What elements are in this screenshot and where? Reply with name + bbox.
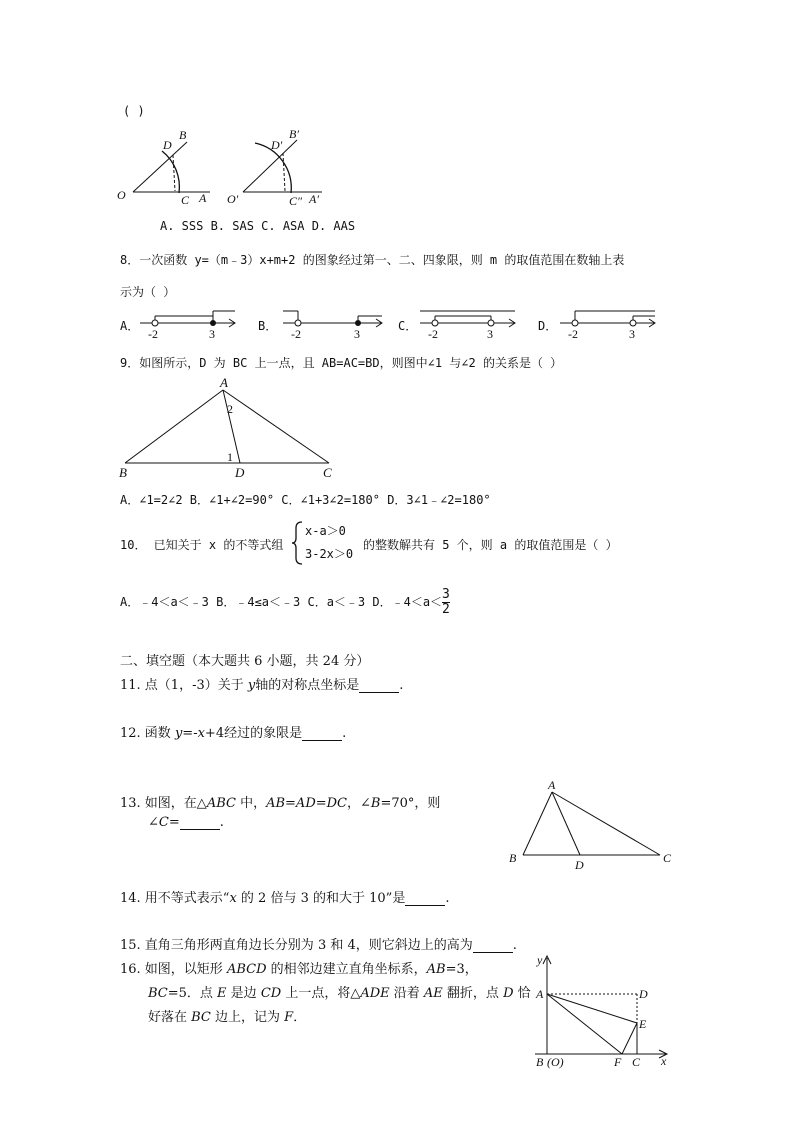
- q13-l2post: =: [168, 815, 180, 830]
- q13-b: B: [370, 796, 381, 811]
- q8-a-tick-3: 3: [209, 327, 215, 341]
- q16-ade: ADE: [360, 986, 390, 1001]
- q16-line3: [148, 1006, 306, 1025]
- q16-abcd: ABCD: [226, 962, 267, 977]
- q7-f2-O: O′: [227, 192, 239, 206]
- q13-blank[interactable]: [180, 817, 220, 830]
- q12-num: 4: [215, 726, 225, 741]
- q7-f1-D: D: [163, 138, 172, 152]
- q9-angle-2: 2: [227, 402, 233, 416]
- q16-l1pre: 16. 如图，以矩形: [120, 962, 227, 977]
- q13-mid: 中，: [235, 796, 267, 811]
- q10-frac-num: 3: [442, 587, 450, 602]
- q15-blank[interactable]: [473, 940, 513, 953]
- q8-stem-line2: 示为（ ）: [120, 285, 176, 299]
- q13-label-D: D: [575, 858, 584, 872]
- q8-stem-line1: 8．一次函数 y=（m﹣3）x+m+2 的图象经过第一、二、四象限，则 m 的取值范围在数轴上表: [120, 253, 625, 267]
- q14-post: 的 2 倍与 3 的和大于 10”是: [236, 891, 406, 906]
- q9-options: A．∠1=2∠2 B．∠1+∠2=90° C．∠1+3∠2=180° D．3∠1﹣∠2=180°: [120, 493, 491, 507]
- q13-c: C: [158, 815, 169, 830]
- q7-f1-O: O: [117, 188, 126, 202]
- q7-figure-1: [115, 125, 215, 205]
- q16-ab: AB: [426, 962, 446, 977]
- q16-e: E: [217, 986, 227, 1001]
- q13-pre: 13. 如图，在△: [120, 796, 207, 811]
- q16-label-F: F: [614, 1055, 622, 1069]
- q10-options-text: A．﹣4＜a＜﹣3 B．﹣4≤a＜﹣3 C．a＜﹣3 D．﹣4＜a＜: [120, 595, 443, 609]
- q16-l2g: 恰: [513, 986, 531, 1001]
- q10-fraction: [442, 588, 450, 617]
- q7-f1-B: B: [179, 128, 187, 142]
- q16-label-E: E: [639, 1017, 647, 1031]
- q16-label-A: A: [536, 987, 544, 1001]
- q14-x: x: [229, 891, 237, 906]
- q11-post: 轴的对称点坐标是: [255, 678, 360, 693]
- q8-a-tick-m2: -2: [148, 327, 158, 341]
- section-2-heading: 二、填空题（本大题共 6 小题，共 24 分）: [120, 654, 370, 669]
- q8-option-b-label: B．: [258, 319, 278, 333]
- q10-inequality-1: x-a＞0: [305, 524, 346, 538]
- q7-options: A. SSS B. SAS C. ASA D. AAS: [160, 219, 356, 233]
- q16-line1: [120, 958, 478, 977]
- q9-figure: [115, 375, 345, 485]
- q13-line1: [120, 792, 440, 811]
- q8-c-tick-3: 3: [487, 327, 493, 341]
- q9-label-B: B: [119, 465, 127, 480]
- q11-end: .: [399, 678, 404, 693]
- q12: [120, 722, 346, 741]
- q12-end: .: [342, 726, 347, 741]
- q8-b-tick-3: 3: [354, 327, 360, 341]
- q8-number-line-d: [555, 306, 665, 342]
- q7-f2-A: A′: [309, 192, 319, 206]
- q10-stem-post: 的整数解共有 5 个，则 a 的取值范围是（ ）: [363, 538, 618, 552]
- q11: [120, 674, 403, 693]
- q8-c-tick-m2: -2: [428, 327, 438, 341]
- q13-comma: ，∠: [347, 796, 371, 811]
- q14: [120, 887, 449, 906]
- q16-l2e: 沿着: [389, 986, 424, 1001]
- q13-eq: AB=AD=DC: [266, 796, 348, 811]
- q14-blank[interactable]: [405, 893, 445, 906]
- q10-frac-den: 2: [442, 602, 450, 617]
- q8-number-line-c: [415, 306, 525, 342]
- q9-label-D: D: [235, 465, 245, 480]
- q16-l2c: 是边: [226, 986, 261, 1001]
- q10-brace: [292, 520, 304, 566]
- q16-l1end: =3，: [445, 962, 478, 977]
- q16-cd: CD: [260, 986, 282, 1001]
- q16-l3c: ．: [293, 1010, 307, 1025]
- q13-end: .: [219, 815, 224, 830]
- q8-d-tick-m2: -2: [568, 327, 578, 341]
- q8-b-tick-m2: -2: [291, 327, 301, 341]
- q8-number-line-b: [278, 306, 388, 342]
- q16-l2a: BC: [148, 986, 168, 1001]
- q16-axis-y: y: [537, 953, 543, 967]
- q12-expr: y=-x+: [174, 726, 216, 741]
- q12-blank[interactable]: [302, 728, 342, 741]
- q15-text: 15. 直角三角形两直角边长分别为 3 和 4，则它斜边上的高为: [120, 938, 473, 953]
- q9-label-C: C: [323, 465, 332, 480]
- q16-l1post: 的相邻边建立直角坐标系，: [266, 962, 427, 977]
- q13-figure: [505, 780, 680, 875]
- q16-label-C: C: [632, 1055, 641, 1069]
- q13-abc: ABC: [206, 796, 236, 811]
- q11-var: y: [247, 678, 256, 693]
- q13-val: =70°，则: [380, 796, 441, 811]
- q7-f1-A: A: [199, 191, 207, 205]
- q14-end: .: [445, 891, 450, 906]
- q16-f: F: [284, 1010, 294, 1025]
- q9-label-A: A: [220, 375, 228, 390]
- q8-option-a-label: A．: [120, 319, 140, 333]
- q16-bc: BC: [191, 1010, 211, 1025]
- q15: [120, 934, 517, 953]
- q16-axis-x: x: [661, 1054, 667, 1068]
- q16-ae: AE: [423, 986, 443, 1001]
- q16-figure: [525, 950, 680, 1070]
- q13-label-C: C: [663, 851, 672, 865]
- q7-f2-D: D′: [271, 138, 283, 152]
- q16-label-D: D: [639, 987, 648, 1001]
- q16-l2b: =5．点: [167, 986, 218, 1001]
- q13-label-A: A: [548, 778, 556, 792]
- q16-label-O: (O): [547, 1055, 564, 1069]
- q16-line2: [148, 982, 531, 1001]
- q7-f2-B: B′: [289, 127, 299, 141]
- q10-inequality-2: 3-2x＞0: [305, 547, 354, 561]
- q8-option-c-label: C．: [398, 319, 418, 333]
- q13-line2: [148, 815, 224, 830]
- q15-end: .: [512, 938, 517, 953]
- q12-pre: 12. 函数: [120, 726, 175, 741]
- q16-label-B: B: [536, 1055, 544, 1069]
- q7-f1-C: C: [181, 193, 190, 207]
- q16-d: D: [503, 986, 514, 1001]
- q16-l2d: 上一点，将△: [281, 986, 361, 1001]
- q11-blank[interactable]: [359, 680, 399, 693]
- q11-pre: 11. 点（1，-3）关于: [120, 678, 248, 693]
- q16-l2f: 翻折，点: [442, 986, 504, 1001]
- q12-post: 经过的象限是: [224, 726, 303, 741]
- q13-label-B: B: [509, 851, 517, 865]
- q9-angle-1: 1: [227, 450, 233, 464]
- q7-f2-C: C″: [289, 194, 303, 208]
- q8-option-d-label: D．: [538, 319, 558, 333]
- q14-pre: 14. 用不等式表示“: [120, 891, 230, 906]
- q7-figure-2: [225, 125, 335, 208]
- q8-number-line-a: [135, 306, 245, 342]
- q16-l3b: 边上，记为: [210, 1010, 285, 1025]
- q10-stem-pre: 10． 已知关于 x 的不等式组: [120, 538, 284, 552]
- q13-l2pre: ∠: [148, 815, 159, 830]
- q16-l3a: 好落在: [148, 1010, 192, 1025]
- q9-stem: 9．如图所示，D 为 BC 上一点，且 AB=AC=BD，则图中∠1 与∠2 的关系是（ ）: [120, 356, 563, 370]
- q7-answer-paren: ( ): [123, 104, 145, 118]
- q8-d-tick-3: 3: [629, 327, 635, 341]
- q10-options: [120, 588, 450, 617]
